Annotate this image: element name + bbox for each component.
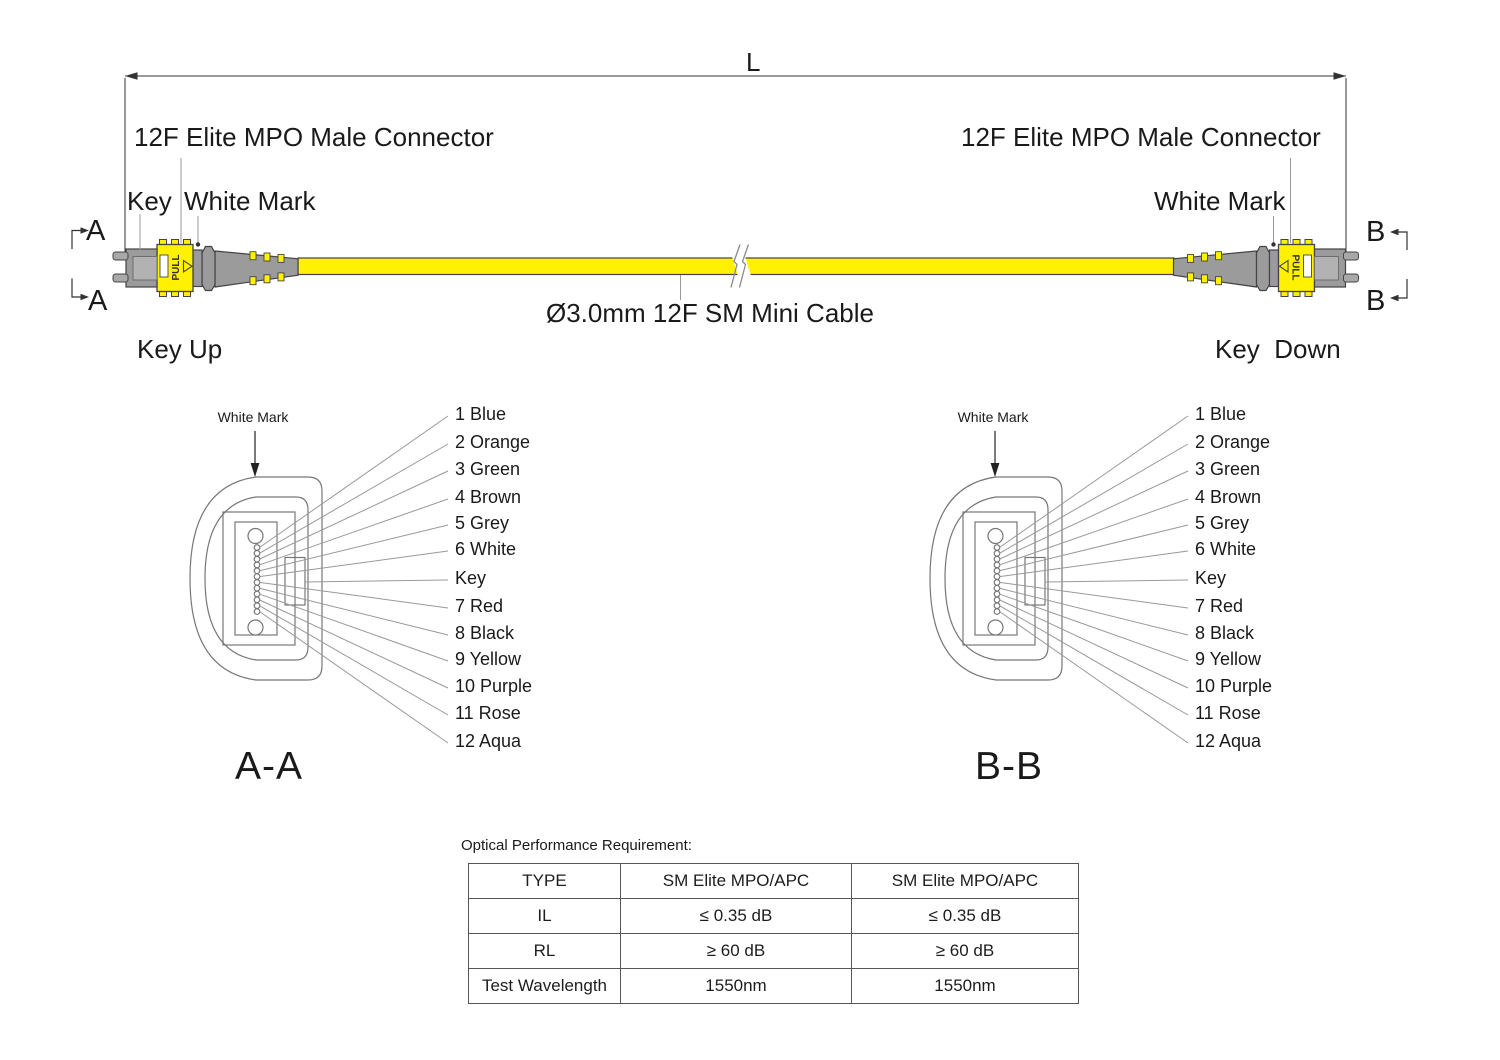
fiber-label-a-1: 1 Blue <box>455 404 507 424</box>
white-mark-label-right: White Mark <box>1154 186 1286 216</box>
table-cell: IL <box>469 899 621 934</box>
face-white-mark-a: White Mark <box>217 409 289 425</box>
table-cell: ≤ 0.35 dB <box>852 899 1079 934</box>
fiber-label-a-6: 6 White <box>455 539 517 559</box>
right-connector <box>1174 240 1359 297</box>
fiber-label-a-12: 11 Rose <box>455 703 521 723</box>
table-cell: Test Wavelength <box>469 969 621 1004</box>
fiber-label-b-8: 7 Red <box>1195 596 1244 616</box>
table-cell: RL <box>469 934 621 969</box>
fiber-label-a-7: Key <box>455 568 487 588</box>
fiber-label-b-4: 4 Brown <box>1195 487 1262 507</box>
face-title-aa: A-A <box>235 745 304 788</box>
pull-text-left: PULL <box>171 254 182 281</box>
pull-text-right: PULL <box>1289 254 1301 281</box>
table-title: Optical Performance Requirement: <box>461 837 692 854</box>
fiber-label-a-13: 12 Aqua <box>455 731 522 751</box>
table-cell: ≥ 60 dB <box>852 934 1079 969</box>
face-white-mark-b: White Mark <box>957 409 1029 425</box>
fiber-label-b-13: 12 Aqua <box>1195 731 1262 751</box>
dimension-arrow-left <box>125 72 138 80</box>
section-letter-b-top: B <box>1366 216 1386 248</box>
left-connector <box>113 240 298 297</box>
fiber-label-b-2: 2 Orange <box>1195 432 1271 452</box>
callout-leaders <box>140 158 1291 300</box>
fiber-label-b-7: Key <box>1195 568 1227 588</box>
table-cell: TYPE <box>469 864 621 899</box>
table-cell: ≤ 0.35 dB <box>621 899 852 934</box>
fiber-label-a-11: 10 Purple <box>455 676 533 696</box>
fiber-label-a-9: 8 Black <box>455 623 515 643</box>
connector-label-left: 12F Elite MPO Male Connector <box>134 122 494 152</box>
fiber-leader-lines-b <box>1000 416 1189 743</box>
optical-performance-table <box>468 863 1079 1004</box>
fiber-label-b-9: 8 Black <box>1195 623 1255 643</box>
fiber-label-b-10: 9 Yellow <box>1195 649 1262 669</box>
fiber-label-b-3: 3 Green <box>1195 459 1261 479</box>
table-cell: 1550nm <box>852 969 1079 1004</box>
fiber-leader-lines-a <box>260 416 449 743</box>
white-mark-label-left: White Mark <box>184 186 316 216</box>
face-view-a <box>190 431 322 680</box>
table-cell: ≥ 60 dB <box>621 934 852 969</box>
fiber-label-a-5: 5 Grey <box>455 513 510 533</box>
fiber-label-b-6: 6 White <box>1195 539 1257 559</box>
cable-label: Ø3.0mm 12F SM Mini Cable <box>546 298 874 328</box>
fiber-label-b-1: 1 Blue <box>1195 404 1247 424</box>
connector-label-right: 12F Elite MPO Male Connector <box>961 122 1321 152</box>
section-letter-a-top: A <box>86 215 106 247</box>
section-letter-b-bottom: B <box>1366 285 1386 317</box>
key-label: Key <box>127 186 172 216</box>
table-cell: SM Elite MPO/APC <box>852 864 1079 899</box>
key-up-label: Key Up <box>137 334 223 364</box>
key-down-label: Key Down <box>1215 334 1341 364</box>
fiber-label-a-2: 2 Orange <box>455 432 531 452</box>
fiber-label-b-11: 10 Purple <box>1195 676 1273 696</box>
fiber-label-b-5: 5 Grey <box>1195 513 1250 533</box>
fiber-label-b-12: 11 Rose <box>1195 703 1261 723</box>
dimension-line-L <box>125 72 1346 252</box>
fiber-label-a-8: 7 Red <box>455 596 504 616</box>
dimension-label-L: L <box>746 47 761 77</box>
section-letter-a-bottom: A <box>88 285 108 317</box>
table-cell: 1550nm <box>621 969 852 1004</box>
fiber-label-a-10: 9 Yellow <box>455 649 522 669</box>
face-title-bb: B-B <box>975 745 1044 788</box>
fiber-label-a-3: 3 Green <box>455 459 521 479</box>
dimension-arrow-right <box>1334 72 1347 80</box>
fiber-label-a-4: 4 Brown <box>455 487 522 507</box>
face-view-b <box>930 431 1062 680</box>
table-cell: SM Elite MPO/APC <box>621 864 852 899</box>
